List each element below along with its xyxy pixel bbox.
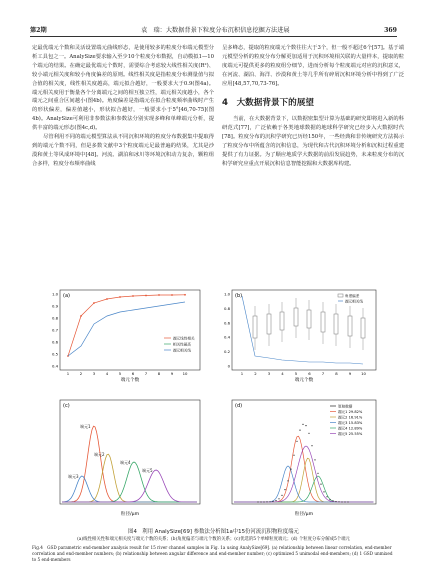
x-tick-label: 2: [254, 371, 257, 376]
panel-b-x-ticks: [241, 371, 367, 376]
panel-a-legend: [164, 336, 195, 353]
raw-data-point: [278, 498, 279, 499]
x-tick-label: 9: [170, 371, 174, 376]
x-tick-label: 8: [157, 371, 161, 376]
legend-swatch: [338, 294, 343, 297]
x-tick-label: 6: [308, 371, 311, 376]
x-tick-label: 10: [182, 371, 188, 376]
legend-item: 端元1 29.82%: [338, 409, 363, 414]
end-member-label: 端元3: [68, 474, 79, 479]
right-column: [222, 44, 404, 169]
figure-4: [46, 286, 382, 523]
issue-number: 第2期: [30, 27, 47, 34]
raw-data-point: [329, 499, 330, 500]
end-member-label: 端元5: [142, 468, 153, 473]
unmixed-curve: [234, 436, 374, 502]
raw-data-point: [341, 501, 342, 502]
y-tick-label: 0.6: [51, 339, 58, 345]
body-paragraph: 当前，在大数据背景下，以数据密集型计算为基础的研究即将进入新的科研范式[77]，广泛依赖于各类地球数据的地球科学研究已经步入大数据时代[78]。粒度分布的沉积学研究已历经150年，一些经典和非传统研究方法揭示了粒度分布中所蕴含的沉积信息，为现代和古代沉积环境分析和沉积过程重建提供了有力证据。为了顺应地质学大数据的前沿发展趋势，未来粒度分布的沉积学研究应重点开展沉积信息智能挖掘和大数据库构建。: [222, 116, 404, 167]
raw-data-point: [335, 501, 336, 502]
legend-item: 端元相关线: [173, 348, 191, 353]
y-tick-label: 0.2: [223, 349, 230, 355]
figure-subcaption-cn: (a)线性相关性和端元相关度与端元个数的关系；(b)角度偏差与端元个数的关系；(c)优选的5个单峰粒度端元；(d) 个粒度分布分解成5个端元: [77, 537, 350, 542]
legend-item: 端元3 15.83%: [338, 420, 363, 425]
x-tick-label: 1: [66, 371, 70, 376]
y-tick-label: 0.8: [51, 315, 58, 321]
x-tick-label: 6: [131, 371, 135, 376]
angular-deviation-boxes: [253, 298, 365, 350]
end-member-curve: [62, 462, 197, 502]
panel-b-y-ticks: [224, 292, 231, 369]
y-tick-label: 0.4: [223, 334, 230, 340]
panel-b-chart: [218, 286, 382, 386]
panel-b-legend: [338, 293, 363, 304]
raw-data-point: [332, 500, 333, 501]
raw-data-point: [287, 480, 288, 481]
x-tick-label: 2: [79, 371, 83, 376]
end-member-labels: [68, 423, 153, 479]
panel-c-frame: [60, 400, 200, 504]
x-tick-label: 1: [240, 371, 244, 376]
x-tick-label: 10: [361, 371, 366, 376]
x-tick-label: 3: [92, 371, 96, 376]
body-paragraph: 定最优端元个数和灵活设置端元曲线形态，是使用较多的粒度分布端元模型分析工具包之一。AnalySize要求输入至少10个粒度分布数据，自动模拟1—10个端元的结果。在确定最优端元个数时，需要综合考虑较大线性相关度(R²)、较小端元相关度和较小角度偏差的原则。线性相关度是指粒度分布测量值与拟合值的相关度，线性相关度越高，端元拟合越好，一般要求大于0.9(图4a)。端元相关度用于衡量各个分离端元之间的相互独立性，端元相关度越小，各个端元之间重合区间越小(图4b)。角度偏差是指端元在拟合粒度频率曲线时产生的形状偏差，偏差值越小，形状拟合越好，一般要求小于5°[46,70-75](图4b)。AnalySize可利用非参数法和参数法分别实现多峰和单峰端元分析，提供丰富的端元形态(图4c,d)。: [32, 45, 214, 132]
panel-b-xlabel: 端元个数: [294, 378, 314, 383]
body-paragraph: 尽管利用不同的端元模型算法从不同沉积环境的粒度分布数据集中提取得到的端元个数不同，但是多数文献中3个粒度端元足最普遍的结果，尤其是沙漠和黄土等风成环境中[48]。河流、湖泊和冰川等环境沉积动力复杂，颗粒组合多样，粒度分布频率曲线: [32, 134, 214, 167]
y-tick-label: 0.4: [51, 363, 58, 369]
panel-d-legend: [330, 403, 363, 436]
section-heading: 4 大数据背景下的展望: [222, 97, 314, 108]
panel-a-chart: [46, 286, 206, 386]
box: [280, 312, 284, 330]
panel-d-xlabel: 粒径/μm: [294, 512, 314, 517]
x-tick-label: 4: [281, 371, 284, 376]
legend-item: 端元2 16.91%: [338, 415, 363, 420]
legend-item: 端元相关线: [345, 299, 363, 304]
panel-a-xlabel: 端元个数: [120, 378, 140, 383]
end-member-label: 端元2: [94, 452, 105, 457]
x-tick-label: 5: [294, 371, 298, 376]
panel-d-label: (d): [235, 403, 243, 409]
raw-data-point: [347, 501, 348, 502]
end-member-label: 端元4: [120, 460, 131, 465]
legend-item: 端元4 12.89%: [338, 426, 363, 431]
figure-caption: 图4 利用 AnalySize[69] 参数法分析图1a中15份河流沉积物粒度端元: [128, 529, 299, 535]
raw-data-point: [272, 501, 273, 502]
end-member-label: 端元1: [80, 424, 91, 429]
header-rule: [30, 36, 397, 37]
raw-data-point: [269, 501, 270, 502]
end-member-curve: [62, 470, 197, 502]
raw-data-point: [257, 501, 258, 502]
y-tick-label: 0.8: [223, 305, 230, 311]
unmixed-curve: [234, 476, 374, 502]
raw-data-point: [323, 491, 324, 492]
raw-data-point: [293, 455, 294, 456]
box: [321, 312, 325, 332]
y-tick-label: 1.0: [223, 291, 230, 297]
y-tick-label: 0.7: [51, 327, 58, 333]
raw-data-point: [296, 441, 297, 442]
box: [361, 318, 365, 338]
x-tick-label: 9: [348, 371, 352, 376]
x-tick-label: 7: [321, 371, 325, 376]
end-member-correlation-line: [242, 296, 363, 364]
box: [307, 310, 311, 328]
raw-data-point: [320, 484, 321, 485]
running-title: 袁 瑞：大数据背景下粒度分布沉积信息挖掘方法进展: [141, 27, 290, 34]
panel-c-chart: [46, 396, 206, 520]
x-tick-label: 7: [144, 371, 148, 376]
box: [253, 316, 257, 338]
legend-item: 端元5 25.55%: [338, 431, 363, 436]
raw-data-point: [284, 489, 285, 490]
box: [267, 314, 271, 334]
figure-caption-en: Fig.4 GSD parametric end-member analysis result for 15 river channel samples in Fig. 1a using AnalySize[69]. (a) relationship between linear correlation, end-member correlation and end-member numbers; (b) relationship between angular difference and end-member number; (c) optimized 5 unimodal end-members; (d) 1 GSD unmixed to 5 end-members: [32, 545, 393, 562]
raw-data-point: [344, 501, 345, 502]
panel-a-frame: [60, 290, 200, 370]
panel-a-x-ticks: [67, 294, 188, 376]
raw-data-point: [317, 473, 318, 474]
panel-b-label: (b): [235, 293, 243, 299]
raw-data-point: [275, 500, 276, 501]
legend-item: 端元线性相关: [173, 336, 195, 341]
box: [294, 308, 298, 326]
raw-data-point: [266, 501, 267, 502]
panel-a-label: (a): [63, 293, 70, 299]
raw-data-point: [281, 495, 282, 496]
x-tick-label: 5: [118, 371, 122, 376]
legend-item: 相关性最高: [173, 342, 191, 347]
raw-data-point: [308, 433, 309, 434]
box: [334, 314, 338, 334]
linear-correlation-line: [68, 295, 185, 356]
x-tick-label: 8: [335, 371, 338, 376]
y-tick-label: 0.5: [51, 351, 58, 357]
raw-data-point: [263, 501, 264, 502]
legend-item: 角度偏差: [345, 294, 360, 298]
unmixed-curve: [234, 446, 374, 502]
left-column: [32, 44, 214, 278]
panel-a-y-ticks: [52, 292, 59, 369]
y-tick-label: 0: [227, 363, 230, 369]
panel-c-xlabel: 粒径/μm: [120, 512, 140, 517]
raw-data-point: [326, 496, 327, 497]
y-tick-label: 1.0: [51, 291, 58, 297]
end-member-correlation-line: [68, 302, 185, 356]
legend-item: 原始数据: [338, 404, 353, 409]
unmixed-curve: [234, 458, 374, 502]
x-tick-label: 4: [105, 371, 109, 376]
page-number: 369: [384, 27, 397, 34]
x-tick-label: 3: [267, 371, 271, 376]
running-header: [30, 22, 397, 34]
raw-data-point: [314, 459, 315, 460]
y-tick-label: 0.6: [223, 320, 230, 326]
y-tick-label: 0.9: [51, 303, 58, 309]
panel-d-chart: [218, 396, 382, 520]
raw-data-point: [305, 425, 306, 426]
raw-data-point: [290, 469, 291, 470]
raw-data-point: [260, 501, 261, 502]
raw-data-point: [311, 445, 312, 446]
raw-data-point: [302, 424, 303, 425]
box: [348, 316, 352, 336]
raw-data-point: [338, 501, 339, 502]
panel-c-label: (c): [63, 403, 70, 409]
raw-data-point: [299, 430, 300, 431]
body-paragraph: 呈多峰态，提取的粒度端元个数往往大于3个，但一般不超过6个[57]。基于端元模型分析的粒度分布分解更加适用于沉积环境相关联的大量样本，提取的粒度端元可提供更多的粒度组分细节，进而分析每个粒度端元对应的沉积意义，在河流、湖泊、海洋、沙漠和黄土等几乎所有碎屑沉积环境分析中得到了广泛应用[48,57,70,73-76]。: [222, 45, 404, 87]
